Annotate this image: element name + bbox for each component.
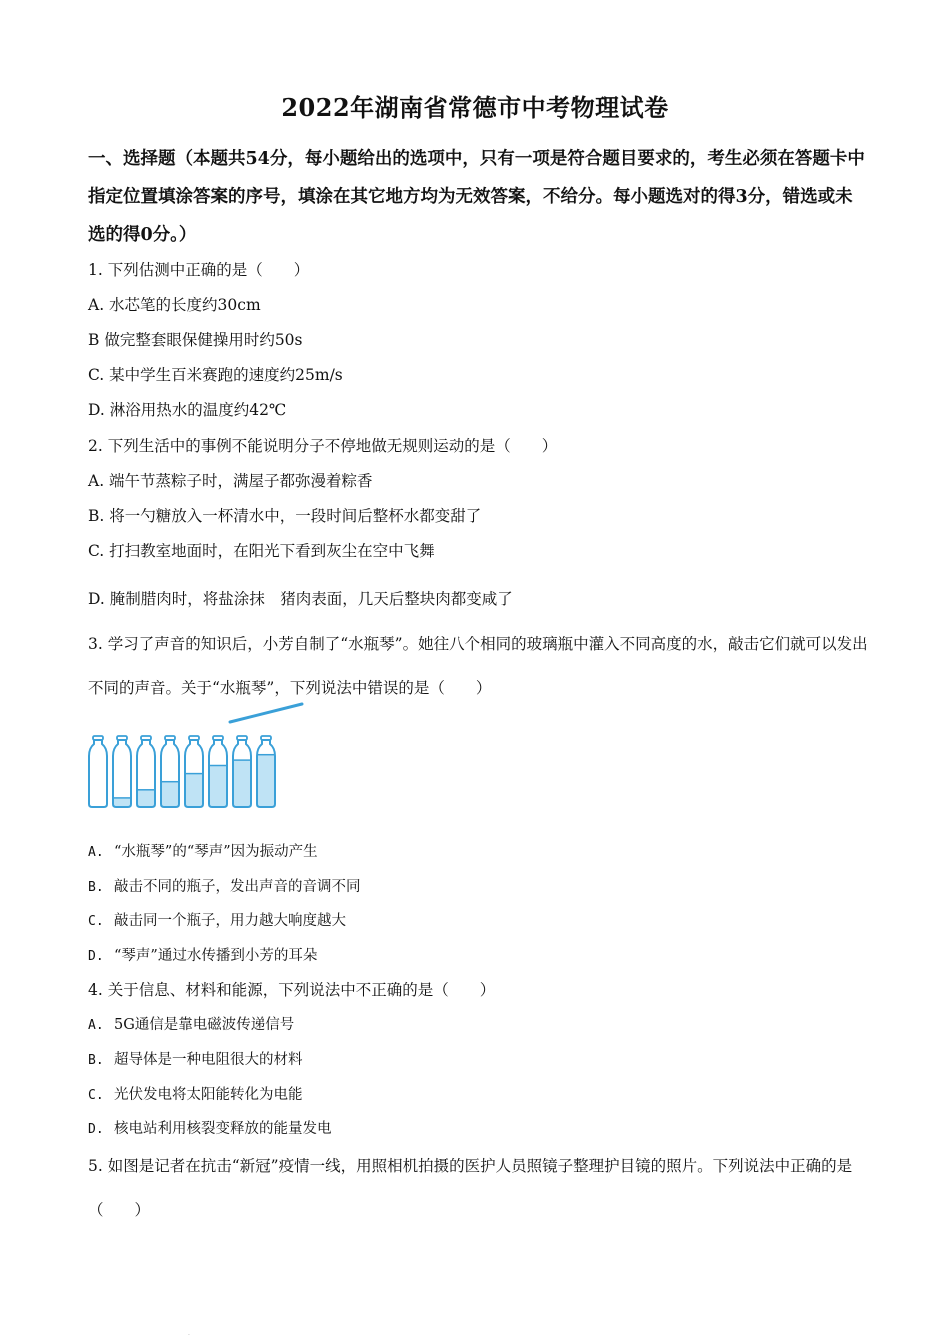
bottle-2 <box>113 736 131 807</box>
bottle-neck-1 <box>93 736 103 740</box>
q4-option-a-text: 5G通信是靠电磁波传递信号 <box>114 1017 295 1033</box>
q2-option-d: D. 腌制腊肉时，将盐涂抹 猪肉表面，几天后整块肉都变咸了 <box>88 590 513 608</box>
q4-option-b-text: 超导体是一种电阻很大的材料 <box>114 1052 303 1068</box>
q5-stem: 5. 如图是记者在抗击“新冠”疫情一线，用照相机拍摄的医护人员照镜子整理护目镜的照片。下列说法中正确的是（ ） <box>88 1157 853 1219</box>
q3-stem: 3. 学习了声音的知识后，小芳自制了“水瓶琴”。她往八个相同的玻璃瓶中灌入不同高度的水，敲击它们就可以发出不同的声音。关于“水瓶琴”，下列说法中错误的是（ ） <box>88 635 868 697</box>
q4-stem: 4. 关于信息、材料和能源，下列说法中不正确的是（ ） <box>88 981 496 999</box>
bottle-neck-8 <box>261 736 271 740</box>
q4-option-b <box>88 1048 868 1069</box>
q2-option-b: B. 将一勺糖放入一杯清水中，一段时间后整杯水都变甜了 <box>88 507 482 525</box>
q3-option-c <box>88 909 868 930</box>
q2-stem: 2. 下列生活中的事例不能说明分子不停地做无规则运动的是（ ） <box>88 437 558 455</box>
bottle-water-8 <box>258 755 274 806</box>
q3-option-a-text: “水瓶琴”的“琴声”因为振动产生 <box>114 844 318 860</box>
bottle-7 <box>233 736 251 807</box>
bottle-neck-3 <box>141 736 151 740</box>
page-mark: . <box>188 1330 190 1337</box>
q4-option-d-text: 核电站利用核裂变释放的能量发电 <box>114 1121 332 1137</box>
q4-option-d-letter: D. <box>88 1122 104 1137</box>
q4-option-c-text: 光伏发电将太阳能转化为电能 <box>114 1087 303 1103</box>
exam-title: 2022年湖南省常德市中考物理试卷 <box>281 93 669 122</box>
bottle-neck-6 <box>213 736 223 740</box>
q3-option-b-text: 敲击不同的瓶子，发出声音的音调不同 <box>114 879 361 895</box>
q4-option-c <box>88 1083 868 1104</box>
q3-option-c-letter: C. <box>88 914 104 929</box>
bottle-outline-1 <box>89 740 107 807</box>
q3-option-d-letter: D. <box>88 949 104 964</box>
q4-option-c-letter: C. <box>88 1088 104 1103</box>
q1-option-d: D. 淋浴用热水的温度约42℃ <box>88 401 287 419</box>
q3-option-a-letter: A. <box>88 845 104 860</box>
q4-option-a <box>88 1013 868 1034</box>
q2-option-a: A. 端午节蒸粽子时，满屋子都弥漫着粽香 <box>88 472 373 490</box>
q4-option-d <box>88 1117 868 1138</box>
bottle-water-4 <box>162 782 178 806</box>
q4-option-b-letter: B. <box>88 1053 104 1068</box>
water-bottle-xylophone-figure <box>84 700 314 815</box>
bottle-neck-4 <box>165 736 175 740</box>
bottle-4 <box>161 736 179 807</box>
q1-stem: 1. 下列估测中正确的是（ ） <box>88 261 310 279</box>
bottle-water-5 <box>186 774 202 806</box>
q1-option-b: B 做完整套眼保健操用时约50s <box>88 331 303 349</box>
striking-rod <box>230 704 302 722</box>
bottle-outline-2 <box>113 740 131 807</box>
bottle-neck-2 <box>117 736 127 740</box>
q3-option-d-text: “琴声”通过水传播到小芳的耳朵 <box>114 948 318 964</box>
q1-option-a: A. 水芯笔的长度约30cm <box>88 296 261 314</box>
q4-option-a-letter: A. <box>88 1018 104 1033</box>
q2-option-c: C. 打扫教室地面时，在阳光下看到灰尘在空中飞舞 <box>88 542 435 560</box>
q3-option-a <box>88 840 868 861</box>
bottle-neck-7 <box>237 736 247 740</box>
bottle-water-6 <box>210 766 226 807</box>
q3-option-b-letter: B. <box>88 880 104 895</box>
bottle-8 <box>257 736 275 807</box>
q3-option-d <box>88 944 868 965</box>
q3-option-b <box>88 875 868 896</box>
bottle-6 <box>209 736 227 807</box>
bottle-3 <box>137 736 155 807</box>
bottle-neck-5 <box>189 736 199 740</box>
bottle-water-7 <box>234 760 250 806</box>
q1-option-c: C. 某中学生百米赛跑的速度约25m/s <box>88 366 343 384</box>
bottle-water-2 <box>114 798 130 806</box>
section-1-instructions: 一、选择题（本题共54分，每小题给出的选项中，只有一项是符合题目要求的，考生必须在答题卡中指定位置填涂答案的序号，填涂在其它地方均为无效答案，不给分。每小题选对的得3分，错选或未选的得0分。） <box>88 149 865 245</box>
bottle-water-3 <box>138 790 154 806</box>
q3-option-c-text: 敲击同一个瓶子，用力越大响度越大 <box>114 913 346 929</box>
bottle-5 <box>185 736 203 807</box>
bottle-1 <box>89 736 107 807</box>
